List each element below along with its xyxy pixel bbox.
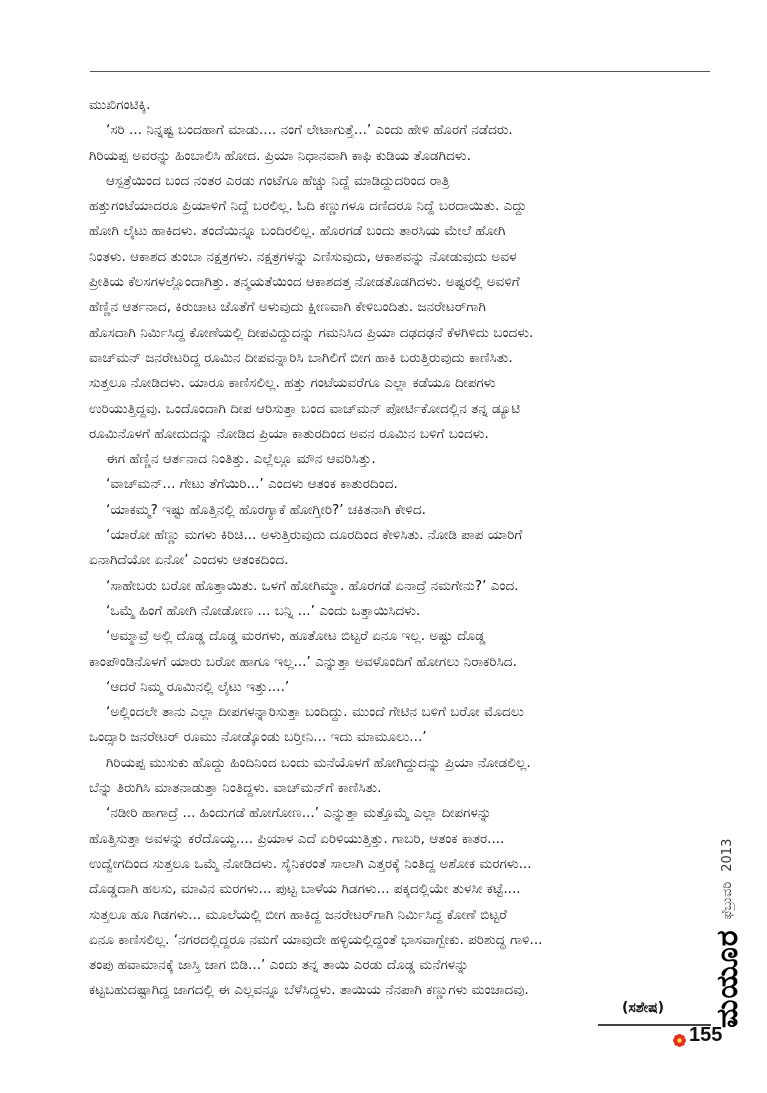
- text-line: ಬೆನ್ನು ತಿರುಗಿಸಿ ಮಾತನಾಡುತ್ತಾ ನಿಂತಿದ್ದಳು. ವಾಚ್‌ಮನ್‌ಗೆ ಕಾಣಿಸಿತು.: [89, 780, 382, 797]
- text-line: ‘ನಡೀರಿ ಹಾಗಾದ್ರೆ ... ಹಿಂದುಗಡೆ ಹೋಗೋಣ...’ ಎನ್ನುತ್ತಾ ಮತ್ತೊಮ್ಮೆ ಎಲ್ಲಾ ದೀಪಗಳನ್ನು: [106, 805, 492, 822]
- text-line: ‘ಸರಿ ... ನಿನ್ನಷ್ಟ ಬಂದಹಾಗೆ ಮಾಡು.... ನಂಗೆ ಲೇಟಾಗುತ್ತೆ...’ ಎಂದು ಹೇಳಿ ಹೊರಗೆ ನಡೆದರು.: [106, 122, 513, 139]
- text-line: ಹತ್ತುಗಂಟೆಯಾದರೂ ಪ್ರಿಯಾಳಿಗೆ ನಿದ್ದೆ ಬರಲಿಲ್ಲ. ಓದಿ ಕಣ್ಣುಗಳೂ ದಣಿದರೂ ನಿದ್ದೆ ಬರದಾಯಿತು. ಎದ್ದು: [89, 198, 527, 215]
- text-line: ಏನೂ ಕಾಣಿಸಲಿಲ್ಲ. ‘ನಗರದಲ್ಲಿದ್ದರೂ ನಮಗೆ ಯಾವುದೇ ಹಳ್ಳಿಯಲ್ಲಿದ್ದಂತೆ ಭಾಸವಾಗ್ಬೇಕು. ಪರಿಶುದ್ಧ ಗಾಳಿ...: [89, 931, 543, 948]
- text-line: ‘ಆದರೆ ನಿಮ್ಮ ರೂಮಿನಲ್ಲಿ ಲೈಟು ಇತ್ತು....’: [106, 678, 290, 695]
- text-line: ವಾಚ್‌ಮನ್ ಜನರೇಟರಿದ್ದ ರೂಮಿನ ದೀಪವನ್ನಾರಿಸಿ ಬಾಗಿಲಿಗೆ ಬೀಗ ಹಾಕಿ ಬರುತ್ತಿರುವುದು ಕಾಣಿಸಿತು.: [89, 349, 513, 366]
- top-rule: [90, 71, 710, 72]
- flower-icon: [672, 1033, 687, 1048]
- text-line: ಹೋಗಿ ಲೈಟು ಹಾಕಿದಳು. ತಂದೆಯಿನ್ನೂ ಬಂದಿರಲಿಲ್ಲ. ಹೊರಗಡೆ ಬಂದು ತಾರಸಿಯ ಮೇಲೆ ಹೋಗಿ: [89, 223, 506, 240]
- text-line: ಸುತ್ತಲೂ ಹೂ ಗಿಡಗಳು... ಮೂಲೆಯಲ್ಲಿ ಬೀಗ ಹಾಕಿದ್ದ ಜನರೇಟರ್‌ಗಾಗಿ ನಿರ್ಮಿಸಿದ್ದ ಕೋಣೆ ಬಿಟ್ಟರೆ: [89, 906, 507, 923]
- text-line: ಏನಾಗಿದೆಯೋ ಏನೋ’ ಎಂದಳು ಆತಂಕದಿಂದ.: [89, 552, 289, 569]
- text-line: ಮುಖಿಗಂಟಿಕ್ಕಿ.: [89, 97, 151, 113]
- text-line: ಹೊತ್ತಿಸುತ್ತಾ ಅವಳನ್ನು ಕರೆದೊಯ್ದ.... ಪ್ರಿಯಾಳ ಎದೆ ಏರಿಳಿಯುತ್ತಿತ್ತು. ಗಾಬರಿ, ಆತಂಕ ಕಾತರ....: [89, 830, 505, 847]
- issue-month: ಫೆಬ್ರುವರಿ: [719, 881, 735, 920]
- text-line: ಪ್ರೀತಿಯ ಕೆಲಸಗಳಲ್ಲೊಂದಾಗಿತ್ತು. ತನ್ಮಯತೆಯಿಂದ ಆಕಾಶದತ್ತ ನೋಡತೊಡಗಿದಳು. ಅಷ್ಟರಲ್ಲಿ ಅವಳಿಗೆ: [89, 274, 520, 291]
- page-number: 155: [689, 1024, 723, 1046]
- continued-marker: (ಸಶೇಷ): [622, 1000, 665, 1016]
- issue-year: 2013: [719, 838, 735, 872]
- text-line: ಹೆಣ್ಣಿನ ಆರ್ತನಾದ, ಕಿರುಚಾಟ ಜೊತೆಗೆ ಅಳುವುದು ಕ್ಷೀಣವಾಗಿ ಕೇಳಿಬಂದಿತು. ಜನರೇಟರ್‌ಗಾಗಿ: [89, 299, 486, 316]
- text-line: ‘ಯಾರೋ ಹೆಣ್ಣು ಮಗಳು ಕಿರಿಚಿ... ಅಳುತ್ತಿರುವುದು ದೂರದಿಂದ ಕೇಳಿಸಿತು. ನೋಡಿ ಪಾಪ ಯಾರಿಗೆ: [106, 527, 523, 544]
- text-line: ಈಗ ಹೆಣ್ಣಿನ ಆರ್ತನಾದ ನಿಂತಿತ್ತು. ಎಲ್ಲೆಲ್ಲೂ ಮೌನ ಆವರಿಸಿತ್ತು.: [106, 451, 376, 468]
- text-line: ನಿಂತಳು. ಆಕಾಶದ ತುಂಬಾ ನಕ್ಷತ್ರಗಳು. ನಕ್ಷತ್ರಗಳನ್ನು ಎಣಿಸುವುದು, ಆಕಾಶವನ್ನು ನೋಡುವುದು ಅವಳ: [89, 248, 517, 265]
- text-line: ‘ಯಾಕಮ್ಮ? ಇಷ್ಟು ಹೊತ್ತಿನಲ್ಲಿ ಹೊರಗ್ಯಾಕೆ ಹೋಗ್ತೀರಿ?’ ಚಕಿತನಾಗಿ ಕೇಳಿದ.: [106, 501, 426, 518]
- text-line: ‘ವಾಚ್‌ಮನ್... ಗೇಟು ತೆಗೆಯಿರಿ...’ ಎಂದಳು ಆತಂಕ ಕಾತುರದಿಂದ.: [106, 476, 398, 493]
- text-line: ಉದ್ವೇಗದಿಂದ ಸುತ್ತಲೂ ಒಮ್ಮೆ ನೋಡಿದಳು. ಸೈನಿಕರಂತೆ ಸಾಲಾಗಿ ಎತ್ತರಕ್ಕೆ ನಿಂತಿದ್ದ ಅಶೋಕ ಮರಗಳು...: [89, 855, 532, 872]
- text-line: ‘ಸಾಹೇಬರು ಬರೋ ಹೊತ್ತಾಯಿತು. ಒಳಗೆ ಹೋಗಿಮ್ಮಾ. ಹೊರಗಡೆ ಏನಾದ್ರೆ ನಮಗೇನು?’ ಎಂದ.: [106, 577, 519, 594]
- text-line: ಗಿರಿಯಪ್ಪ ಮುಸುಕು ಹೊದ್ದು ಹಿಂದಿನಿಂದ ಬಂದು ಮನೆಯೊಳಗೆ ಹೋಗಿದ್ದುದನ್ನು ಪ್ರಿಯಾ ನೋಡಲಿಲ್ಲ.: [106, 754, 531, 771]
- text-line: ಹೊಸದಾಗಿ ನಿರ್ಮಿಸಿದ್ದ ಕೋಣೆಯಲ್ಲಿ ದೀಪವಿದ್ದುದನ್ನು ಗಮನಿಸಿದ ಪ್ರಿಯಾ ದಢದಢನೆ ಕೆಳಗಿಳಿದು ಬಂದಳು.: [89, 324, 534, 341]
- text-line: ತಂಪು ಹವಾಮಾನಕ್ಕೆ ಜಾಸ್ತಿ ಜಾಗ ಬಿಡಿ...’ ಎಂದು ತನ್ನ ತಾಯಿ ಎರಡು ದೊಡ್ಡ ಮನೆಗಳನ್ನು: [89, 957, 469, 974]
- magazine-label: [707, 808, 747, 1028]
- magazine-name: ಮಯೂರ: [709, 929, 745, 1028]
- text-line: ಉರಿಯುತ್ತಿದ್ದವು. ಒಂದೊಂದಾಗಿ ದೀಪ ಆರಿಸುತ್ತಾ ಬಂದ ವಾಚ್‌ಮನ್ ಪೋರ್ಟಿಕೋದಲ್ಲಿನ ತನ್ನ ಡ್ಯೂಟಿ: [89, 400, 521, 417]
- text-line: ‘ಅಮ್ಮಾವ್ರೆ ಅಲ್ಲಿ ದೊಡ್ಡ ದೊಡ್ಡ ಮರಗಳು, ಹೂತೋಟ ಬಿಟ್ಟರೆ ಏನೂ ಇಲ್ಲ. ಅಷ್ಟು ದೊಡ್ಡ: [106, 628, 486, 645]
- text-line: ರೂಮಿನೊಳಗೆ ಹೋದುದನ್ನು ನೋಡಿದ ಪ್ರಿಯಾ ಕಾತುರದಿಂದ ಅವನ ರೂಮಿನ ಬಳಿಗೆ ಬಂದಳು.: [89, 425, 489, 442]
- article-body: [89, 93, 701, 1004]
- text-line: ಕಟ್ಟಬಹುದಷ್ಟಾಗಿದ್ದ ಜಾಗದಲ್ಲಿ ಈ ಎಲ್ಲವನ್ನೂ ಬೆಳೆಸಿದ್ದಳು. ತಾಯಿಯ ನೆನಪಾಗಿ ಕಣ್ಣುಗಳು ಮಂಜಾದವು.: [89, 982, 529, 999]
- text-line: ‘ಒಮ್ಮೆ ಹಿಂಗೆ ಹೋಗಿ ನೋಡೋಣ ... ಬನ್ನಿ ...’ ಎಂದು ಒತ್ತಾಯಿಸಿದಳು.: [106, 602, 421, 619]
- text-line: ಸುತ್ತಲೂ ನೋಡಿದಳು. ಯಾರೂ ಕಾಣಿಸಲಿಲ್ಲ. ಹತ್ತು ಗಂಟೆಯವರೆಗೂ ಎಲ್ಲಾ ಕಡೆಯೂ ದೀಪಗಳು: [89, 375, 496, 392]
- text-line: ‘ಅಲ್ಲಿಂದಲೇ ತಾನು ಎಲ್ಲಾ ದೀಪಗಳನ್ನಾರಿಸುತ್ತಾ ಬಂದಿದ್ದು. ಮುಂದೆ ಗೇಟಿನ ಬಳಿಗೆ ಬರೋ ಮೊದಲು: [106, 704, 524, 721]
- text-line: ಕಾಂಪೌಂಡಿನೊಳಗೆ ಯಾರು ಬರೋ ಹಾಗೂ ಇಲ್ಲ...’ ಎನ್ನುತ್ತಾ ಅವಳೊಂದಿಗೆ ಹೋಗಲು ನಿರಾಕರಿಸಿದ.: [89, 653, 517, 670]
- text-line: ಆಸ್ಪತ್ರೆಯಿಂದ ಬಂದ ನಂತರ ಎರಡು ಗಂಟೆಗೂ ಹೆಚ್ಚು ನಿದ್ದೆ ಮಾಡಿದ್ದುದರಿಂದ ರಾತ್ರಿ: [106, 172, 450, 189]
- text-line: ಗಿರಿಯಪ್ಪ ಅವರನ್ನು ಹಿಂಬಾಲಿಸಿ ಹೋದ. ಪ್ರಿಯಾ ನಿಧಾನವಾಗಿ ಕಾಫಿ ಕುಡಿಯ ತೊಡಗಿದಳು.: [89, 147, 471, 164]
- text-line: ದೊಡ್ಡದಾಗಿ ಹಲಸು, ಮಾವಿನ ಮರಗಳು... ಪುಟ್ಟ ಬಾಳೆಯ ಗಿಡಗಳು... ಪಕ್ಕದಲ್ಲಿಯೇ ತುಳಸೀ ಕಟ್ಟೆ....: [89, 881, 521, 898]
- text-line: ಒಂದ್ಸಾರಿ ಜನರೇಟರ್ ರೂಮು ನೋಡ್ಕೊಂಡು ಬರ್‍ತೀನಿ... ಇದು ಮಾಮೂಲು...’: [89, 729, 427, 746]
